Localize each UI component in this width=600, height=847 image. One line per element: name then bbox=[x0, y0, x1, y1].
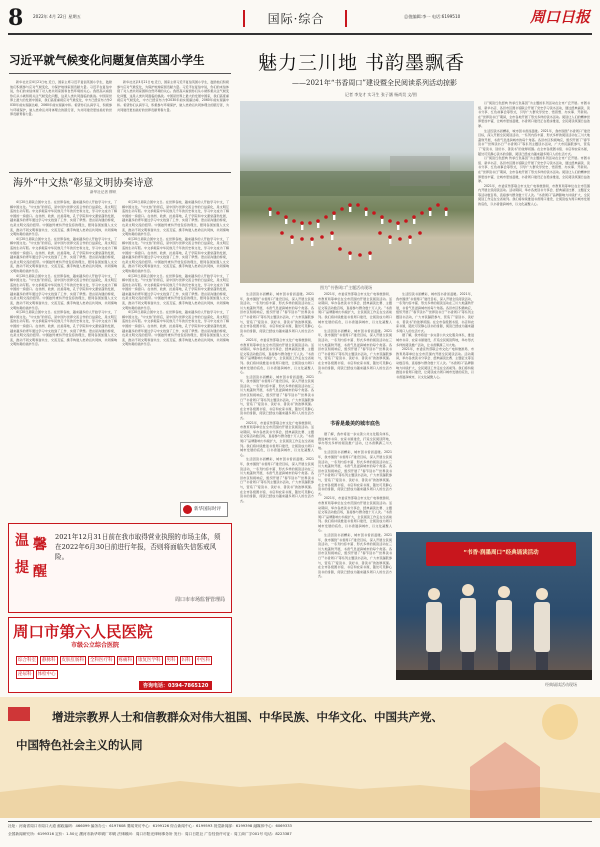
page-number: 8 bbox=[8, 5, 24, 31]
left-headline-rule bbox=[9, 73, 231, 74]
editor-line: 总值编辑:李一 电话:6199510 bbox=[404, 14, 461, 19]
feature-body-col2: 2021年，市委宣传部联合市文化广电和旅游局、市教育局等单位在全市范围内开展全民阅读活动。活动期间，举办各类读书分享会、经典诵读比赛、主题征文等活动数百场，直接参与群众数十万人次。“书香周口”品牌影响力持续扩大，全民阅读工作走在全省前列。我们将持续推进书香周口建设，让阅读成为周口城市发展的底色，以书香滋润城市，以文化凝聚人心。 生活因读书而精彩，城市因书香而温暖。2021年，我市围绕“书香周口”建设目标，深入开展全民阅读活动，一系列内容丰富、形式多样的阅读活动在三川大地蓬勃开展，书香气息浸润城市的每个角落。各县市区积极响应，组织开展了“春节读书”“世界读书日”“书香周口”等系列主题读书活动，广大市民踊跃参与，营造了“爱读书、读好书、善读书”的浓厚氛围。在全市各级图书馆、书店和农家书屋，随处可见静心读书的身影，阅读已经成为越来越多周口人的生活方式。 bbox=[318, 292, 392, 375]
footer-rule bbox=[8, 821, 592, 822]
banner-line-1: 增进宗教界人士和信教群众对伟大祖国、中华民族、中华文化、中国共产党、 bbox=[52, 710, 443, 724]
feature-photo-2 bbox=[396, 532, 592, 680]
feature-body-col4: 以“阅读红色经典 传承红色基因”为主题的系列活动在全市广泛开展。市图书馆、新华书店、各县市区图书馆联合开展了党史学习读书活动，通过经典诵读、读书分享、红色故事会等形式，引导广大群众学党史、悟思想、办实事、开新局。在“世界读书日”期间，全市各地开展了形式多样的读书活动。阅读让人们的精神世界更加丰富，让城市更加温暖，书香周口建设正在稳步推进，全民阅读氛围日益浓厚。 生活因读书而精彩，城市因书香而温暖。2021年，我市围绕“书香周口”建设目标，深入开展全民阅读活动，一系列内容丰富、形式多样的阅读活动在三川大地蓬勃开展，书香气息浸润城市的每个角落。各县市区积极响应，组织开展了“春节读书”“世界读书日”“书香周口”等系列主题读书活动，广大市民踊跃参与，营造了“爱读书、读好书、善读书”的浓厚氛围。在全市各级图书馆、书店和农家书屋，随处可见静心读书的身影，阅读已经成为越来越多周口人的生活方式。 以“阅读红色经典 传承红色基因”为主题的系列活动在全市广泛开展。市图书馆、新华书店、各县市区图书馆联合开展了党史学习读书活动，通过经典诵读、读书分享、红色故事会等形式，引导广大群众学党史、悟思想、办实事、开新局。在“世界读书日”期间，全市各地开展了形式多样的读书活动。阅读让人们的精神世界更加丰富，让城市更加温暖，书香周口建设正在稳步推进，全民阅读氛围日益浓厚。 2021年，市委宣传部联合市文化广电和旅游局、市教育局等单位在全市范围内开展全民阅读活动。活动期间，举办各类读书分享会、经典诵读比赛、主题征文等活动数百场，直接参与群众数十万人次。“书香周口”品牌影响力持续扩大，全民阅读工作走在全省前列。我们将持续推进书香周口建设，让阅读成为周口城市发展的底色，以书香滋润城市，以文化凝聚人心。 bbox=[478, 101, 590, 207]
notice-char-1: 温 bbox=[15, 533, 29, 549]
feature-body-col2b: 据了解，我市将进一步完善公共文化服务体系，推进城市书房、农家书屋建设，打造全民阅读阵地，举办形式多样的阅读推广活动，让书香飘满三川大地。 生活因读书而精彩，城市因书香而温暖。2021年，我市围绕“书香周口”建设目标，深入开展全民阅读活动，一系列内容丰富、形式多样的阅读活动在三川大地蓬勃开展，书香气息浸润城市的每个角落。各县市区积极响应，组织开展了“春节读书”“世界读书日”“书香周口”等系列主题读书活动，广大市民踊跃参与，营造了“爱读书、读好书、善读书”的浓厚氛围。在全市各级图书馆、书店和农家书屋，随处可见静心读书的身影，阅读已经成为越来越多周口人的生活方式。 2021年，市委宣传部联合市文化广电和旅游局、市教育局等单位在全市范围内开展全民阅读活动。活动期间，举办各类读书分享会、经典诵读比赛、主题征文等活动数百场，直接参与群众数十万人次。“书香周口”品牌影响力持续扩大，全民阅读工作走在全省前列。我们将持续推进书香周口建设，让阅读成为周口城市发展的底色，以书香滋润城市，以文化凝聚人心。 生活因读书而精彩，城市因书香而温暖。2021年，我市围绕“书香周口”建设目标，深入开展全民阅读活动，一系列内容丰富、形式多样的阅读活动在三川大地蓬勃开展，书香气息浸润城市的每个角落。各县市区积极响应，组织开展了“春节读书”“世界读书日”“书香周口”等系列主题读书活动，广大市民踊跃参与，营造了“爱读书、读好书、善读书”的浓厚氛围。在全市各级图书馆、书店和农家书屋，随处可见静心读书的身影，阅读已经成为越来越多周口人的生活方式。 bbox=[318, 432, 392, 579]
header-rule bbox=[8, 33, 592, 35]
footer-line-1: 社址：河南省周口市周口大道 邮政编码：466099 编务办公：6197608 要闻采访中心：6199126 综合新闻中心：6199593 视觉新闻部：6199398 融媒体中心：6069333 bbox=[8, 824, 292, 828]
left-article-body-col2: 新华社北京4月21日电 近日，国家主席习近平复信英国小学生，鼓励他们积极参与应对气候变化，为保护地球家园贡献力量。习近平在复信中说，你们的来信体现了对人类共同家园和自然环境的关心。我很高兴看到你们从小就积极关注气候变化问题，这是人类共同面临的挑战。中国是世界上最大的发展中国家，我们高度重视应对气候变化，中方已经宣布力争2030年前实现碳达峰、2060年前实现碳中和。希望你们认真学习，积极参与环境保护，做人类命运共同体理念的践行者，为共同建设更加美好的世界贡献青春力量。 bbox=[117, 80, 229, 112]
event-banner-text: “书香·润墨周口”经典诵读活动 bbox=[463, 550, 539, 556]
feature-subhead: 书香是最美的城市底色 bbox=[329, 421, 380, 427]
feature-title: 魅力三川地 书韵墨飘香 bbox=[258, 52, 466, 74]
hospital-ad bbox=[8, 617, 232, 693]
notice-text: 2021年12月31日前在我市取得营业执照的市场主体，须在2022年6月30日前进行年报，否则将面临失信惩戒风险。 bbox=[55, 533, 221, 561]
mid-headline: 海外“中文热”彰显文明协奏诗意 bbox=[13, 178, 154, 189]
notice-box bbox=[8, 523, 232, 613]
mid-article-body-col2: 4月20日是联合国中文日。在世界各地，越来越多的人开始学习中文，了解中国文化。“中文热”的背后，是中国与世界交流合作的日益深化，是文明互鉴的生动写照。中文承载着中华民族几千年的历史和文化，学习中文成为了解中国的一扇窗口。在非洲、欧洲、拉美等地，孔子学院和中文课堂蓬勃发展，越来越多的青年通过学习中文找到了工作、实现了梦想。语言是沟通的桥梁，也是文明交流的纽带。中国始终秉持开放包容的理念，愿同各国加强人文交流，推动不同文明和谐共生、交流互鉴，携手构建人类命运共同体，共同奏响文明协奏的美妙乐章。 4月20日是联合国中文日。在世界各地，越来越多的人开始学习中文，了解中国文化。“中文热”的背后，是中国与世界交流合作的日益深化，是文明互鉴的生动写照。中文承载着中华民族几千年的历史和文化，学习中文成为了解中国的一扇窗口。在非洲、欧洲、拉美等地，孔子学院和中文课堂蓬勃发展，越来越多的青年通过学习中文找到了工作、实现了梦想。语言是沟通的桥梁，也是文明交流的纽带。中国始终秉持开放包容的理念，愿同各国加强人文交流，推动不同文明和谐共生、交流互鉴，携手构建人类命运共同体，共同奏响文明协奏的美妙乐章。 4月20日是联合国中文日。在世界各地，越来越多的人开始学习中文，了解中国文化。“中文热”的背后，是中国与世界交流合作的日益深化，是文明互鉴的生动写照。中文承载着中华民族几千年的历史和文化，学习中文成为了解中国的一扇窗口。在非洲、欧洲、拉美等地，孔子学院和中文课堂蓬勃发展，越来越多的青年通过学习中文找到了工作、实现了梦想。语言是沟通的桥梁，也是文明交流的纽带。中国始终秉持开放包容的理念，愿同各国加强人文交流，推动不同文明和谐共生、交流互鉴，携手构建人类命运共同体，共同奏响文明协奏的美妙乐章。 4月20日是联合国中文日。在世界各地，越来越多的人开始学习中文，了解中国文化。“中文热”的背后，是中国与世界交流合作的日益深化，是文明互鉴的生动写照。中文承载着中华民族几千年的历史和文化，学习中文成为了解中国的一扇窗口。在非洲、欧洲、拉美等地，孔子学院和中文课堂蓬勃发展，越来越多的青年通过学习中文找到了工作、实现了梦想。语言是沟通的桥梁，也是文明交流的纽带。中国始终秉持开放包容的理念，愿同各国加强人文交流，推动不同文明和谐共生、交流互鉴，携手构建人类命运共同体，共同奏响文明协奏的美妙乐章。 bbox=[122, 200, 229, 347]
notice-footer: 周口市市场监督管理局 bbox=[174, 597, 225, 603]
bottom-banner bbox=[0, 697, 600, 818]
left-article-body-col1: 新华社北京4月21日电 近日，国家主席习近平复信英国小学生，鼓励他们积极参与应对气候变化，为保护地球家园贡献力量。习近平在复信中说，你们的来信体现了对人类共同家园和自然环境的关心。我很高兴看到你们从小就积极关注气候变化问题，这是人类共同面临的挑战。中国是世界上最大的发展中国家，我们高度重视应对气候变化，中方已经宣布力争2030年前实现碳达峰、2060年前实现碳中和。希望你们认真学习，积极参与环境保护，做人类命运共同体理念的践行者，为共同建设更加美好的世界贡献青春力量。 bbox=[10, 80, 112, 117]
notice-char-2: 馨 bbox=[33, 537, 47, 553]
left-headline: 习近平就气候变化问题复信英国小学生 bbox=[9, 53, 205, 67]
mid-byline: 新华社记者 柳炽 bbox=[90, 190, 117, 194]
source-badge bbox=[180, 502, 228, 517]
feature-body-col1: 生活因读书而精彩，城市因书香而温暖。2021年，我市围绕“书香周口”建设目标，深入开展全民阅读活动，一系列内容丰富、形式多样的阅读活动在三川大地蓬勃开展，书香气息浸润城市的每个角落。各县市区积极响应，组织开展了“春节读书”“世界读书日”“书香周口”等系列主题读书活动，广大市民踊跃参与，营造了“爱读书、读好书、善读书”的浓厚氛围。在全市各级图书馆、书店和农家书屋，随处可见静心读书的身影，阅读已经成为越来越多周口人的生活方式。 2021年，市委宣传部联合市文化广电和旅游局、市教育局等单位在全市范围内开展全民阅读活动。活动期间，举办各类读书分享会、经典诵读比赛、主题征文等活动数百场，直接参与群众数十万人次。“书香周口”品牌影响力持续扩大，全民阅读工作走在全省前列。我们将持续推进书香周口建设，让阅读成为周口城市发展的底色，以书香滋润城市，以文化凝聚人心。 生活因读书而精彩，城市因书香而温暖。2021年，我市围绕“书香周口”建设目标，深入开展全民阅读活动，一系列内容丰富、形式多样的阅读活动在三川大地蓬勃开展，书香气息浸润城市的每个角落。各县市区积极响应，组织开展了“春节读书”“世界读书日”“书香周口”等系列主题读书活动，广大市民踊跃参与，营造了“爱读书、读好书、善读书”的浓厚氛围。在全市各级图书馆、书店和农家书屋，随处可见静心读书的身影，阅读已经成为越来越多周口人的生活方式。 2021年，市委宣传部联合市文化广电和旅游局、市教育局等单位在全市范围内开展全民阅读活动。活动期间，举办各类读书分享会、经典诵读比赛、主题征文等活动数百场，直接参与群众数十万人次。“书香周口”品牌影响力持续扩大，全民阅读工作走在全省前列。我们将持续推进书香周口建设，让阅读成为周口城市发展的底色，以书香滋润城市，以文化凝聚人心。 生活因读书而精彩，城市因书香而温暖。2021年，我市围绕“书香周口”建设目标，深入开展全民阅读活动，一系列内容丰富、形式多样的阅读活动在三川大地蓬勃开展，书香气息浸润城市的每个角落。各县市区积极响应，组织开展了“春节读书”“世界读书日”“书香周口”等系列主题读书活动，广大市民踊跃参与，营造了“爱读书、读好书、善读书”的浓厚氛围。在全市各级图书馆、书店和农家书屋，随处可见静心读书的身影，阅读已经成为越来越多周口人的生活方式。 bbox=[240, 292, 314, 503]
mid-article-body-col1: 4月20日是联合国中文日。在世界各地，越来越多的人开始学习中文，了解中国文化。“中文热”的背后，是中国与世界交流合作的日益深化，是文明互鉴的生动写照。中文承载着中华民族几千年的历史和文化，学习中文成为了解中国的一扇窗口。在非洲、欧洲、拉美等地，孔子学院和中文课堂蓬勃发展，越来越多的青年通过学习中文找到了工作、实现了梦想。语言是沟通的桥梁，也是文明交流的纽带。中国始终秉持开放包容的理念，愿同各国加强人文交流，推动不同文明和谐共生、交流互鉴，携手构建人类命运共同体，共同奏响文明协奏的美妙乐章。 4月20日是联合国中文日。在世界各地，越来越多的人开始学习中文，了解中国文化。“中文热”的背后，是中国与世界交流合作的日益深化，是文明互鉴的生动写照。中文承载着中华民族几千年的历史和文化，学习中文成为了解中国的一扇窗口。在非洲、欧洲、拉美等地，孔子学院和中文课堂蓬勃发展，越来越多的青年通过学习中文找到了工作、实现了梦想。语言是沟通的桥梁，也是文明交流的纽带。中国始终秉持开放包容的理念，愿同各国加强人文交流，推动不同文明和谐共生、交流互鉴，携手构建人类命运共同体，共同奏响文明协奏的美妙乐章。 4月20日是联合国中文日。在世界各地，越来越多的人开始学习中文，了解中国文化。“中文热”的背后，是中国与世界交流合作的日益深化，是文明互鉴的生动写照。中文承载着中华民族几千年的历史和文化，学习中文成为了解中国的一扇窗口。在非洲、欧洲、拉美等地，孔子学院和中文课堂蓬勃发展，越来越多的青年通过学习中文找到了工作、实现了梦想。语言是沟通的桥梁，也是文明交流的纽带。中国始终秉持开放包容的理念，愿同各国加强人文交流，推动不同文明和谐共生、交流互鉴，携手构建人类命运共同体，共同奏响文明协奏的美妙乐章。 4月20日是联合国中文日。在世界各地，越来越多的人开始学习中文，了解中国文化。“中文热”的背后，是中国与世界交流合作的日益深化，是文明互鉴的生动写照。中文承载着中华民族几千年的历史和文化，学习中文成为了解中国的一扇窗口。在非洲、欧洲、拉美等地，孔子学院和中文课堂蓬勃发展，越来越多的青年通过学习中文找到了工作、实现了梦想。语言是沟通的桥梁，也是文明交流的纽带。中国始终秉持开放包容的理念，愿同各国加强人文交流，推动不同文明和谐共生、交流互鉴，携手构建人类命运共同体，共同奏响文明协奏的美妙乐章。 bbox=[10, 200, 117, 347]
feature-byline: 记者 李龙才 实习生 张子涵 杨尚昊 文/图 bbox=[345, 92, 417, 97]
service-tag: 全科医疗科 bbox=[90, 658, 113, 663]
feature-photo bbox=[240, 101, 474, 283]
xinhua-logo-icon bbox=[183, 505, 192, 514]
hospital-name: 周口市第六人民医院 bbox=[13, 622, 153, 641]
banner-flag-icon bbox=[8, 707, 30, 721]
service-tag: 皮肤肛肠科 bbox=[61, 658, 84, 663]
service-tag: 体检中心 bbox=[37, 672, 56, 677]
service-tag: 男科 bbox=[166, 658, 176, 663]
service-tag: 妇科 bbox=[181, 658, 191, 663]
service-tag: 泌尿科 bbox=[18, 672, 32, 677]
service-tag: 综合科室 bbox=[18, 658, 36, 663]
notice-char-3: 提 bbox=[15, 560, 29, 576]
date-line: 2022年 4月 22日 星期五 bbox=[33, 14, 81, 19]
service-tag: 疼痛科 bbox=[118, 658, 132, 663]
hospital-services bbox=[15, 651, 227, 679]
page-header bbox=[0, 0, 600, 40]
service-tag: 康复医学科 bbox=[138, 658, 161, 663]
feature-subtitle: ——2021年“书香周口”建设暨全民阅读系列活动掠影 bbox=[292, 79, 457, 87]
banner-line-2: 中国特色社会主义的认同 bbox=[16, 738, 143, 752]
footer-line-2: 全国新闻研究所：6199316 定价：1.50元 漯河市新华印刷厂印刷 法律顾问：周口市阳光律师事务所 发行：周口日报社 广告经营许可证：周工商广字001号 电话：8223387 bbox=[8, 832, 292, 836]
hospital-phone: 咨询电话：0394-7865120 bbox=[139, 681, 212, 690]
feature-body-col3: 生活因读书而精彩，城市因书香而温暖。2021年，我市围绕“书香周口”建设目标，深入开展全民阅读活动，一系列内容丰富、形式多样的阅读活动在三川大地蓬勃开展，书香气息浸润城市的每个角落。各县市区积极响应，组织开展了“春节读书”“世界读书日”“书香周口”等系列主题读书活动，广大市民踊跃参与，营造了“爱读书、读好书、善读书”的浓厚氛围。在全市各级图书馆、书店和农家书屋，随处可见静心读书的身影，阅读已经成为越来越多周口人的生活方式。 据了解，我市将进一步完善公共文化服务体系，推进城市书房、农家书屋建设，打造全民阅读阵地，举办形式多样的阅读推广活动，让书香飘满三川大地。 2021年，市委宣传部联合市文化广电和旅游局、市教育局等单位在全市范围内开展全民阅读活动。活动期间，举办各类读书分享会、经典诵读比赛、主题征文等活动数百场，直接参与群众数十万人次。“书香周口”品牌影响力持续扩大，全民阅读工作走在全省前列。我们将持续推进书香周口建设，让阅读成为周口城市发展的底色，以书香滋润城市，以文化凝聚人心。 bbox=[396, 292, 474, 379]
feature-photo-caption: 图为“书香周口”主题活动现场 bbox=[320, 285, 373, 290]
left-section-rule bbox=[9, 172, 231, 173]
masthead: 周口日报 bbox=[530, 8, 591, 26]
source-label: 新华国际时评 bbox=[194, 507, 221, 512]
notice-char-4: 醒 bbox=[33, 564, 47, 580]
section-title: 国际·综合 bbox=[267, 12, 325, 26]
service-tag: 静脉科 bbox=[42, 658, 56, 663]
crowd-figure-graphic bbox=[240, 101, 474, 283]
feature-photo-2-caption: 经典诵读活动现场 bbox=[545, 682, 577, 687]
hospital-subtitle: 市级公立综合医院 bbox=[71, 642, 120, 649]
performers-graphic bbox=[396, 532, 592, 680]
service-tag: 中医科 bbox=[196, 658, 210, 663]
